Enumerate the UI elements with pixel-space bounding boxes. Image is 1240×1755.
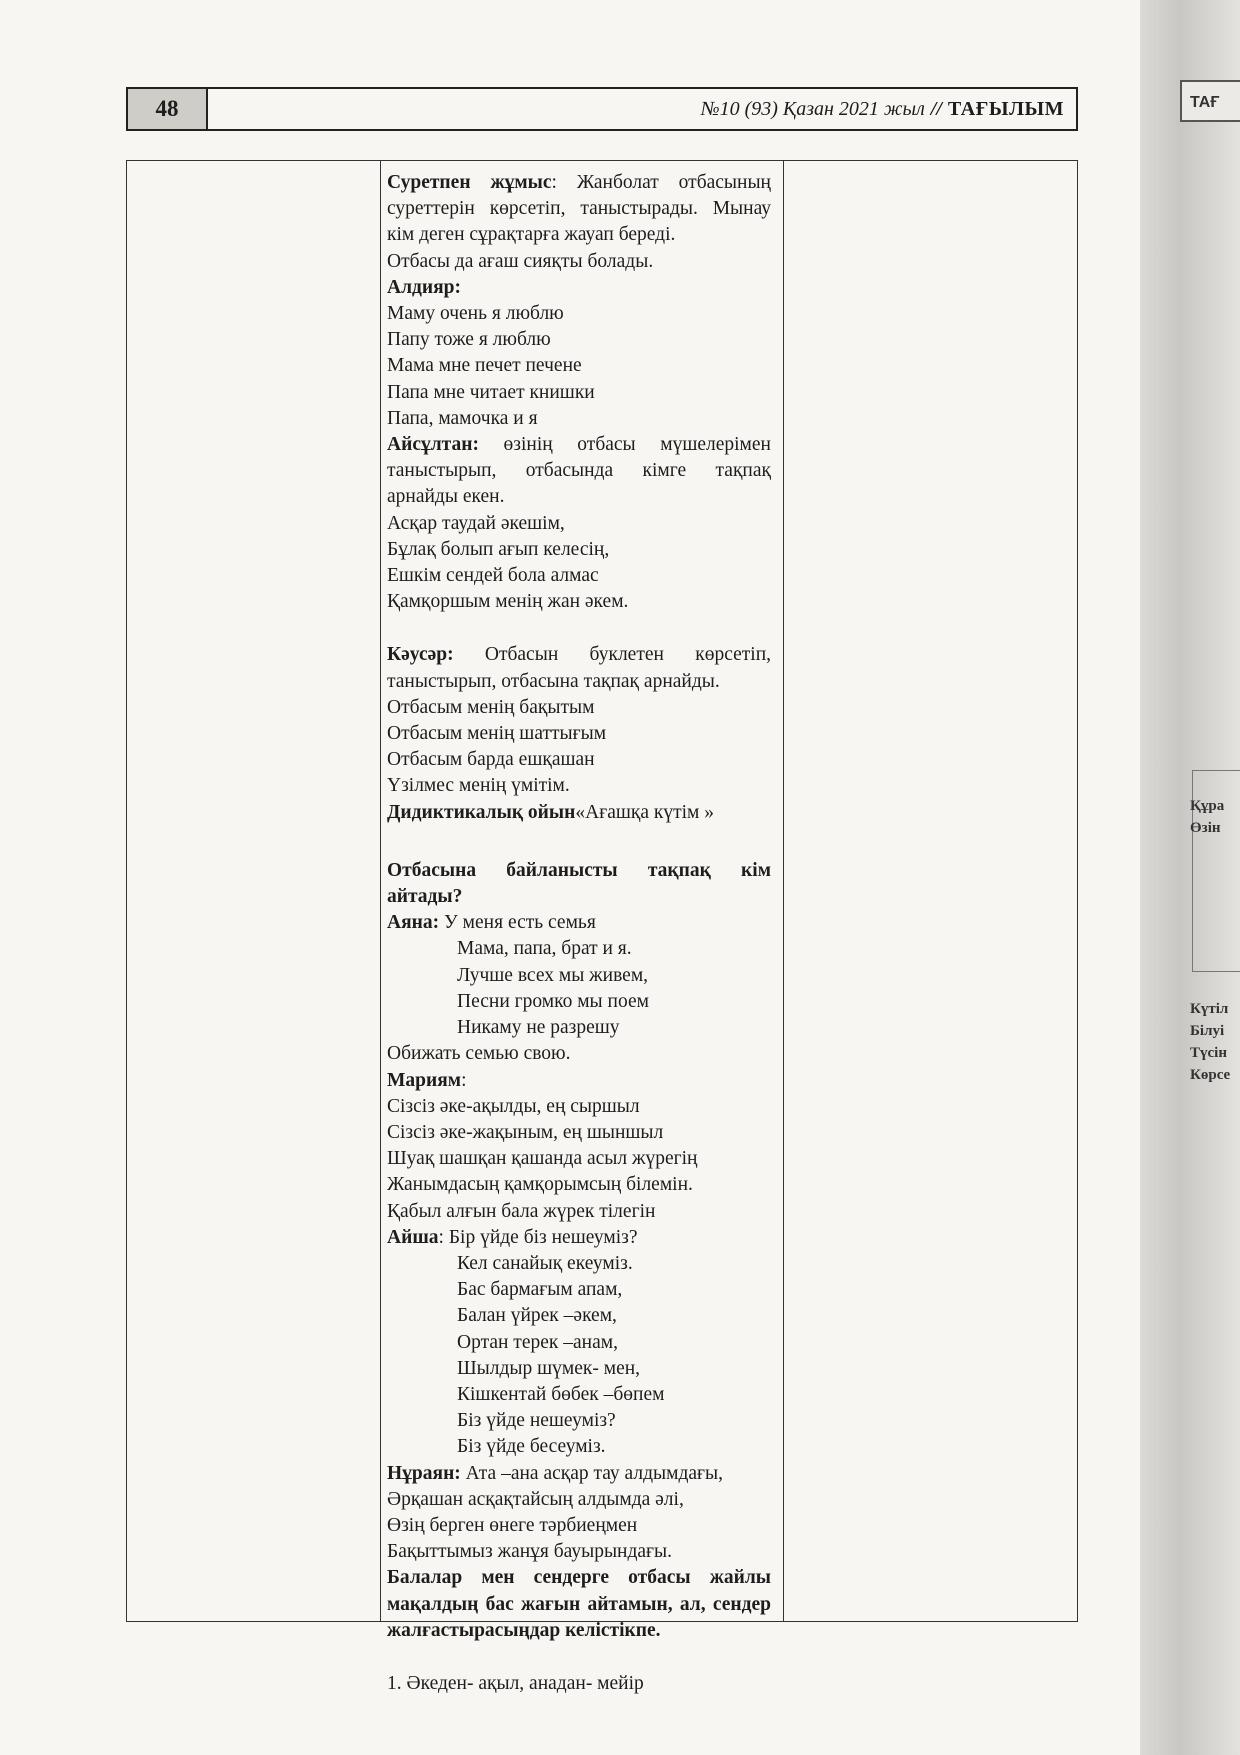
poem-line: : Бір үйде біз нешеуміз? [438,1226,638,1248]
table-column-divider [380,161,381,1621]
didactic-game [387,800,771,826]
poem-line: Асқар таудай әкешім, [387,512,565,534]
poem-line: Папу тоже я люблю [387,329,551,351]
poem-line: Мама мне печет печене [387,355,582,377]
poem-line: Балан үйрек –әкем, [457,1305,617,1327]
poem-line: У меня есть семья [439,912,596,934]
poem-line: Біз үйде бесеуміз. [457,1436,606,1458]
page-number: 48 [128,89,208,129]
poem-line: Мама, папа, брат и я. [457,938,632,960]
poem-line: Отбасым менің бақытым [387,696,595,718]
poem-line: Сізсіз әке-ақылды, ең сыршыл [387,1095,640,1117]
speaker-label: Аяна: [387,912,440,934]
bold-label: Дидиктикалық ойын [387,801,576,823]
page-header [126,87,1078,131]
speaker-label: Алдияр: [387,276,462,298]
spacer [387,826,771,858]
speaker-line [387,1068,771,1094]
poem-line: Папа, мамочка и я [387,407,538,429]
poem-line: Отбасым барда ешқашан [387,749,595,771]
paragraph-text: : Жанболат отбасының суреттерін көрсетіп, таныстырады. Мынау кім деген сұрақтарға жауап береді. [387,172,771,246]
spacer [387,1644,771,1671]
magazine-title: ТАҒЫЛЫМ [947,98,1064,120]
adjacent-page-fragment: Білуі [1190,1023,1225,1039]
paragraph-kausar [387,642,771,694]
poem-line: Әрқашан асқақтайсың алдымда әлі, [387,1488,684,1510]
poem-line: Отбасым менің шаттығым [387,723,607,745]
poem-line: Қабыл алғын бала жүрек тілегін [387,1200,656,1222]
game-title: «Ағашқа күтім » [575,801,715,823]
paragraph-text: Отбасын буклетен көрсетіп, таныстырып, отбасына тақпақ арнайды. [387,644,771,692]
paragraph-aisultan [387,432,771,511]
spacer [387,615,771,642]
lesson-content [387,170,771,1697]
speaker-label: Айсұлтан: [387,434,479,456]
poem-line: Өзің берген өнеге тәрбиеңмен [387,1514,638,1536]
colon: : [461,1069,467,1091]
poem-line: Маму очень я люблю [387,303,564,325]
poem-first-line [387,910,771,936]
poem-line: Ата –ана асқар тау алдымдағы, [460,1462,724,1484]
table-column-divider [783,161,784,1621]
poem-line: Үзілмес менің үмітім. [387,775,570,797]
issue-label: №10 (93) Қазан 2021 жыл [700,98,925,120]
poem-line: Песни громко мы поем [457,990,649,1012]
issue-info [701,89,1064,129]
poem-line: Никаму не разрешу [457,1017,620,1039]
poem-line: Ешкім сендей бола алмас [387,565,599,587]
paragraph-text: өзінің отбасы мүшелерімен таныстырып, отбасында кімге тақпақ арнайды екен. [387,434,771,508]
adjacent-page-tab: ТАҒ [1180,80,1240,122]
poem-first-line [387,1461,771,1487]
poem-line: Біз үйде нешеуміз? [457,1410,616,1432]
adjacent-page-fragment: Түсін [1190,1045,1227,1061]
section-heading: Отбасына байланысты тақпақ кім айтады? [387,859,771,908]
poem-line: Ортан терек –анам, [457,1331,618,1353]
poem-line: Сізсіз әке-жақыным, ең шыншыл [387,1121,664,1143]
speaker-label: Нұраян: [387,1462,461,1484]
poem-line: Жанымдасың қамқорымсың білемін. [387,1174,693,1196]
speaker-label: Мариям [387,1069,462,1091]
poem-line: Шылдыр шүмек- мен, [457,1357,641,1379]
poem-line: Обижать семью свою. [387,1043,571,1065]
paragraph-picture-work [387,170,771,249]
poem-line: Бұлақ болып ағып келесің, [387,538,610,560]
adjacent-page-fragment: Құра [1190,798,1225,814]
adjacent-page-fragment: Өзін [1190,820,1221,836]
header-separator: // [930,98,942,120]
poem-line: Бақыттымыз жанұя бауырындағы. [387,1541,673,1563]
text-line: Отбасы да ағаш сияқты болады. [387,250,654,272]
instruction-paragraph: Балалар мен сендерге отбасы жайлы мақалдың бас жағын айтамын, ал, сендер жалғастырасыңдар келістікпе. [387,1567,771,1641]
speaker-label: Кәусәр: [387,644,454,666]
poem-line: Қамқоршым менің жан әкем. [387,591,629,613]
poem-line: Бас бармағым апам, [457,1279,623,1301]
speaker-label: Айша [387,1226,439,1248]
poem-line: Шуақ шашқан қашанда асыл жүрегің [387,1148,698,1170]
poem-line: Кел санайық екеуміз. [457,1252,633,1274]
proverb-line: 1. Әкеден- ақыл, анадан- мейір [387,1672,644,1694]
poem-line: Папа мне читает книшки [387,381,595,403]
poem-line: Лучше всех мы живем, [457,964,649,986]
poem-first-line [387,1225,771,1251]
adjacent-page-fragment: Күтіл [1190,1001,1229,1017]
poem-line: Кішкентай бөбек –бөпем [457,1383,665,1405]
bold-label: Суретпен жұмыс [387,172,552,193]
adjacent-page-fragment: Көрсе [1190,1067,1231,1083]
adjacent-page-edge [1140,0,1240,1755]
